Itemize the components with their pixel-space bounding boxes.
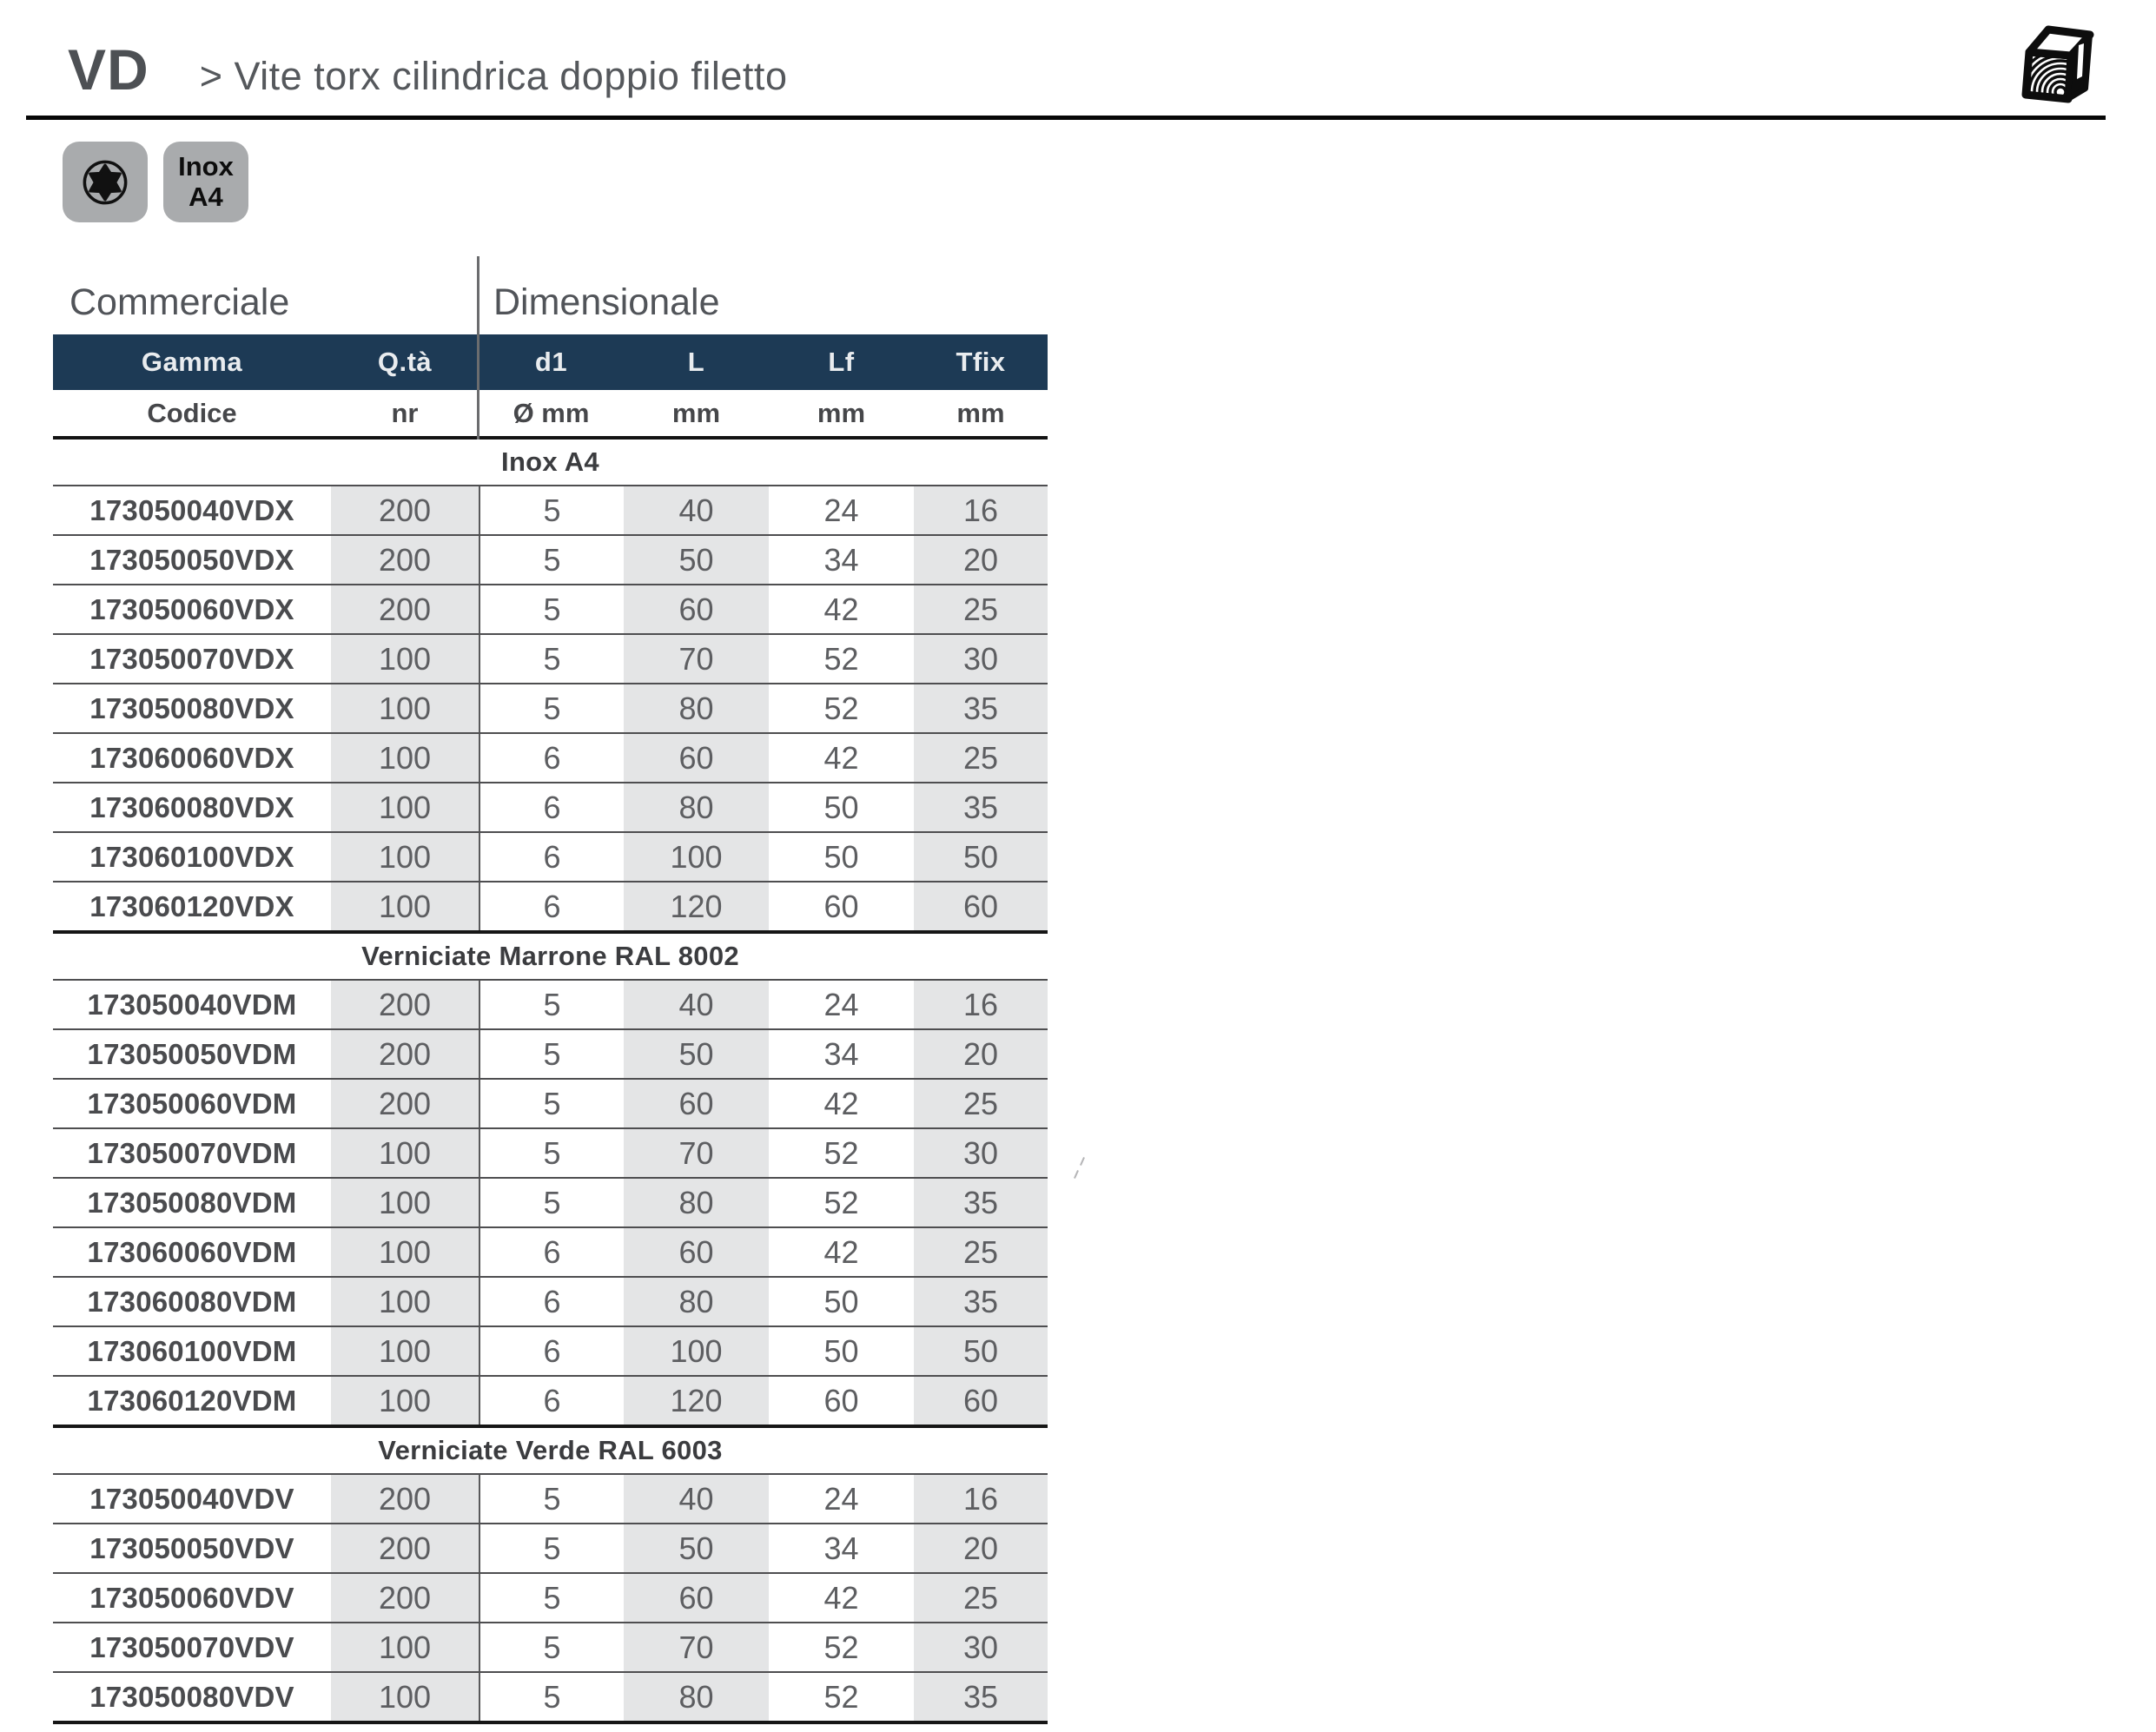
value-cell: 5	[479, 486, 624, 534]
code-cell: 173060100VDX	[89, 840, 294, 873]
value-cell: 52	[823, 1134, 859, 1171]
value-cell: 24	[823, 1480, 859, 1517]
table-row	[53, 1524, 1048, 1574]
value-cell: 200	[331, 486, 479, 534]
value-cell: 60	[624, 1228, 769, 1276]
value-cell: 100	[331, 1228, 479, 1276]
value-cell: 100	[331, 1377, 479, 1425]
value-cell: 16	[914, 1475, 1048, 1523]
value-cell: 35	[914, 1179, 1048, 1226]
code-cell: 173050050VDM	[87, 1037, 297, 1070]
table-row	[53, 1623, 1048, 1673]
value-cell: 30	[914, 1129, 1048, 1177]
value-cell: 200	[331, 1475, 479, 1523]
value-cell: 42	[823, 1085, 859, 1121]
code-cell: 173050070VDX	[89, 642, 294, 675]
value-cell: 50	[823, 789, 859, 825]
value-cell: 100	[331, 635, 479, 683]
code-cell: 173060080VDX	[89, 790, 294, 823]
value-cell: 42	[823, 591, 859, 627]
section-rows	[53, 1473, 1048, 1724]
value-cell: 50	[823, 1283, 859, 1319]
value-cell: 20	[914, 536, 1048, 584]
group-dimensional-label: Dimensionale	[493, 281, 720, 323]
value-cell: 6	[479, 1278, 624, 1325]
commercial-dimensional-divider	[477, 256, 479, 440]
section-rows	[53, 485, 1048, 934]
value-cell: 5	[479, 1030, 624, 1078]
value-cell: 70	[624, 1623, 769, 1671]
value-cell: 25	[914, 1228, 1048, 1276]
code-cell: 173050040VDV	[89, 1482, 294, 1515]
unit-nr: nr	[391, 397, 419, 428]
table-row	[53, 1475, 1048, 1524]
value-cell: 5	[479, 1080, 624, 1127]
value-cell: 100	[331, 1673, 479, 1721]
table-row	[53, 1129, 1048, 1179]
value-cell: 25	[914, 1080, 1048, 1127]
value-cell: 80	[624, 783, 769, 831]
value-cell: 200	[331, 1030, 479, 1078]
unit-l-mm: mm	[671, 397, 721, 428]
value-cell: 100	[624, 833, 769, 881]
table-row	[53, 1080, 1048, 1129]
value-cell: 5	[479, 684, 624, 732]
table-row	[53, 734, 1048, 783]
code-cell: 173050060VDV	[89, 1581, 294, 1614]
value-cell: 100	[331, 783, 479, 831]
code-cell: 173060080VDM	[87, 1285, 297, 1318]
value-cell: 30	[914, 1623, 1048, 1671]
value-cell: 5	[479, 1574, 624, 1622]
value-cell: 34	[823, 1035, 859, 1072]
value-cell: 50	[624, 1030, 769, 1078]
value-cell: 50	[914, 1327, 1048, 1375]
product-code: VD	[68, 37, 149, 102]
value-cell: 6	[479, 883, 624, 930]
value-cell: 200	[331, 1574, 479, 1622]
value-cell: 70	[624, 1129, 769, 1177]
value-cell: 100	[331, 734, 479, 782]
value-cell: 52	[823, 640, 859, 677]
table-row	[53, 585, 1048, 635]
value-cell: 60	[624, 585, 769, 633]
code-cell: 173060060VDX	[89, 741, 294, 774]
value-cell: 50	[823, 838, 859, 875]
value-cell: 6	[479, 1327, 624, 1375]
column-header-d1: d1	[534, 347, 568, 377]
value-cell: 60	[624, 1574, 769, 1622]
value-cell: 5	[479, 635, 624, 683]
code-cell: 173060060VDM	[87, 1235, 297, 1268]
value-cell: 50	[914, 833, 1048, 881]
value-cell: 40	[624, 486, 769, 534]
value-cell: 42	[823, 1579, 859, 1616]
table-row	[53, 1377, 1048, 1428]
table-row	[53, 1030, 1048, 1080]
code-cell: 173050040VDM	[87, 988, 297, 1021]
table-row	[53, 1574, 1048, 1623]
value-cell: 5	[479, 536, 624, 584]
torx-badge	[63, 142, 148, 222]
value-cell: 60	[823, 1382, 859, 1418]
value-cell: 34	[823, 541, 859, 578]
group-commercial	[53, 256, 479, 334]
code-cell: 173050070VDM	[87, 1136, 297, 1169]
code-cell: 173050040VDX	[89, 493, 294, 526]
code-cell: 173050080VDX	[89, 691, 294, 724]
value-cell: 42	[823, 739, 859, 776]
value-cell: 120	[624, 883, 769, 930]
section-rows	[53, 979, 1048, 1428]
value-cell: 100	[331, 1327, 479, 1375]
value-cell: 16	[914, 981, 1048, 1028]
value-cell: 30	[914, 635, 1048, 683]
value-cell: 52	[823, 1629, 859, 1665]
value-cell: 20	[914, 1030, 1048, 1078]
value-cell: 50	[624, 1524, 769, 1572]
value-cell: 200	[331, 981, 479, 1028]
value-cell: 100	[331, 684, 479, 732]
section-title: Verniciate Marrone RAL 8002	[361, 941, 739, 971]
inox-a4-badge	[163, 142, 248, 222]
value-cell: 6	[479, 833, 624, 881]
value-cell: 40	[624, 981, 769, 1028]
value-cell: 16	[914, 486, 1048, 534]
value-cell: 100	[331, 1129, 479, 1177]
value-cell: 100	[331, 833, 479, 881]
value-cell: 40	[624, 1475, 769, 1523]
value-cell: 25	[914, 734, 1048, 782]
table-units-row	[53, 390, 1048, 440]
value-cell: 6	[479, 783, 624, 831]
table-sections	[53, 440, 1048, 1724]
value-cell: 100	[331, 1278, 479, 1325]
column-header-gamma: Gamma	[141, 347, 243, 377]
value-cell: 80	[624, 1179, 769, 1226]
value-cell: 52	[823, 1678, 859, 1715]
value-cell: 80	[624, 1278, 769, 1325]
badges-row	[63, 142, 248, 222]
inox-badge-line2: A4	[188, 181, 223, 212]
value-cell: 5	[479, 585, 624, 633]
stray-print-mark	[1074, 1157, 1088, 1180]
table-header-bar	[53, 334, 1048, 390]
column-header-l: L	[687, 347, 705, 377]
value-cell: 5	[479, 1623, 624, 1671]
value-cell: 34	[823, 1530, 859, 1566]
inox-badge-line1: Inox	[178, 150, 234, 182]
value-cell: 60	[823, 888, 859, 924]
value-cell: 5	[479, 1673, 624, 1721]
code-cell: 173050060VDM	[87, 1087, 297, 1120]
section-title: Inox A4	[501, 446, 599, 477]
group-headers	[53, 256, 1048, 334]
value-cell: 5	[479, 981, 624, 1028]
column-header-qta: Q.tà	[377, 347, 433, 377]
value-cell: 50	[823, 1332, 859, 1369]
value-cell: 100	[331, 1623, 479, 1671]
table-row	[53, 1179, 1048, 1228]
value-cell: 60	[914, 1377, 1048, 1425]
unit-d1-mm: Ø mm	[513, 397, 590, 428]
value-cell: 200	[331, 585, 479, 633]
table-row	[53, 684, 1048, 734]
table-row	[53, 783, 1048, 833]
code-cell: 173050050VDV	[89, 1531, 294, 1564]
code-cell: 173050080VDM	[87, 1186, 297, 1219]
value-cell: 6	[479, 1377, 624, 1425]
code-cell: 173060100VDM	[87, 1334, 297, 1367]
unit-tfix-mm: mm	[956, 397, 1005, 428]
table-row	[53, 981, 1048, 1030]
table-row	[53, 635, 1048, 684]
value-cell: 42	[823, 1233, 859, 1270]
value-cell: 20	[914, 1524, 1048, 1572]
table-row	[53, 1673, 1048, 1724]
column-header-tfix: Tfix	[956, 347, 1006, 377]
value-cell: 100	[331, 1179, 479, 1226]
product-table	[53, 256, 1048, 1724]
value-cell: 52	[823, 1184, 859, 1220]
value-cell: 5	[479, 1524, 624, 1572]
value-cell: 35	[914, 783, 1048, 831]
column-header-lf: Lf	[828, 347, 855, 377]
header-rule	[26, 116, 2106, 120]
value-cell: 200	[331, 1080, 479, 1127]
value-cell: 60	[624, 734, 769, 782]
section-title: Verniciate Verde RAL 6003	[378, 1435, 723, 1465]
code-cell: 173060120VDM	[87, 1384, 297, 1417]
value-cell: 60	[624, 1080, 769, 1127]
value-cell: 6	[479, 734, 624, 782]
value-cell: 5	[479, 1475, 624, 1523]
code-cell: 173050060VDX	[89, 592, 294, 625]
unit-lf-mm: mm	[817, 397, 866, 428]
value-cell: 200	[331, 1524, 479, 1572]
value-cell: 100	[331, 883, 479, 930]
torx-star-icon	[76, 154, 134, 211]
value-cell: 24	[823, 986, 859, 1022]
value-cell: 35	[914, 684, 1048, 732]
value-cell: 50	[624, 536, 769, 584]
code-cell: 173050070VDV	[89, 1630, 294, 1663]
value-cell: 6	[479, 1228, 624, 1276]
value-cell: 70	[624, 635, 769, 683]
value-cell: 35	[914, 1673, 1048, 1721]
table-row	[53, 833, 1048, 883]
wood-log-cube-icon	[2020, 19, 2104, 109]
table-row	[53, 1327, 1048, 1377]
value-cell: 25	[914, 1574, 1048, 1622]
value-cell: 100	[624, 1327, 769, 1375]
value-cell: 5	[479, 1129, 624, 1177]
value-cell: 60	[914, 883, 1048, 930]
code-cell: 173050080VDV	[89, 1680, 294, 1713]
code-cell: 173060120VDX	[89, 889, 294, 922]
value-cell: 25	[914, 585, 1048, 633]
group-commercial-label: Commerciale	[69, 281, 290, 323]
value-cell: 80	[624, 684, 769, 732]
code-cell: 173050050VDX	[89, 543, 294, 576]
table-row	[53, 1278, 1048, 1327]
unit-codice: Codice	[147, 397, 237, 428]
value-cell: 24	[823, 492, 859, 528]
group-dimensional	[479, 256, 1048, 334]
table-row	[53, 536, 1048, 585]
value-cell: 5	[479, 1179, 624, 1226]
value-cell: 52	[823, 690, 859, 726]
table-row	[53, 1228, 1048, 1278]
table-row	[53, 486, 1048, 536]
value-cell: 80	[624, 1673, 769, 1721]
table-row	[53, 883, 1048, 934]
page-title: > Vite torx cilindrica doppio filetto	[199, 54, 788, 98]
value-cell: 120	[624, 1377, 769, 1425]
value-cell: 35	[914, 1278, 1048, 1325]
page-header	[68, 36, 787, 102]
value-cell: 200	[331, 536, 479, 584]
